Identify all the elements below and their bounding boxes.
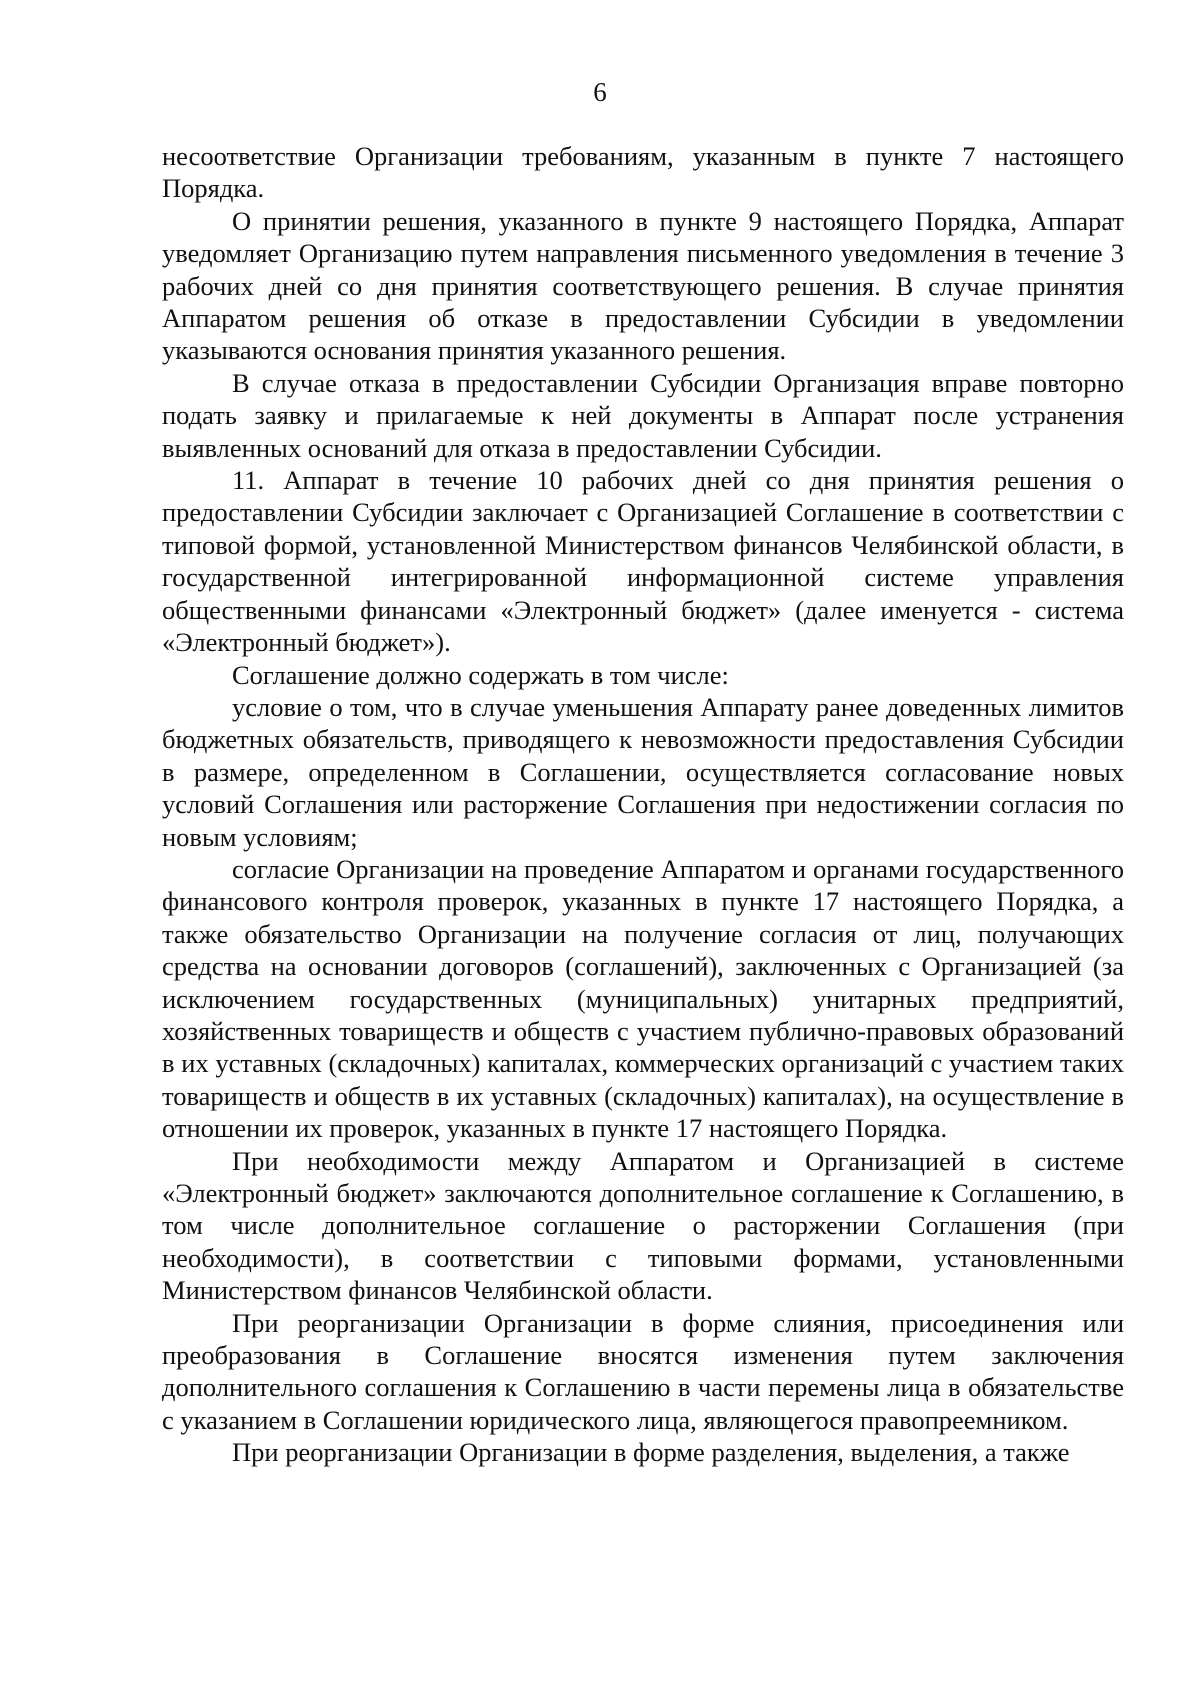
- paragraph-continuation: несоответствие Организации требованиям, указанным в пункте 7 настоящего Порядка.: [162, 141, 1124, 204]
- paragraph-consent-inspections: согласие Организации на проведение Аппаратом и органами государственного финансового контроля проверок, указанных в пункте 17 настоящего Порядка, а также обязательство Организации на получение согласия от лиц, получающих средства на основании договоров (соглашений), заключенных с Организацией (за исключением государственных (муниципальных) унитарных предприятий, хозяйственных товариществ и обществ с участием публично-правовых образований в их уставных (складочных) капиталах, коммерческих организаций с участием таких товариществ и обществ в их уставных (складочных) капиталах), на осуществление в отношении их проверок, указанных в пункте 17 настоящего Порядка.: [162, 853, 1124, 1144]
- paragraph-item-11: 11. Аппарат в течение 10 рабочих дней со дня принятия решения о предоставлении Субсидии заключает с Организацией Соглашение в соответствии с типовой формой, установленной Министерством финансов Челябинской области, в государственной интегрированной информационной системе управления общественными финансами «Электронный бюджет» (далее именуется - система «Электронный бюджет»).: [162, 465, 1124, 658]
- document-body: [162, 140, 1124, 1469]
- paragraph-refusal-reapply: В случае отказа в предоставлении Субсидии Организация вправе повторно подать заявку и прилагаемые к ней документы в Аппарат после устранения выявленных оснований для отказа в предоставлении Субсидии.: [162, 367, 1124, 463]
- page-number: 6: [593, 77, 607, 107]
- paragraph-reorganization-merger: При реорганизации Организации в форме слияния, присоединения или преобразования в Соглашение вносятся изменения путем заключения дополнительного соглашения к Соглашению в части перемены лица в обязательстве с указанием в Соглашении юридического лица, являющегося правопреемником.: [162, 1307, 1124, 1435]
- paragraph-notification: О принятии решения, указанного в пункте 9 настоящего Порядка, Аппарат уведомляет Организацию путем направления письменного уведомления в течение 3 рабочих дней со дня принятия соответствующего решения. В случае принятия Аппаратом решения об отказе в предоставлении Субсидии в уведомлении указываются основания принятия указанного решения.: [162, 205, 1124, 366]
- paragraph-condition-limits: условие о том, что в случае уменьшения Аппарату ранее доведенных лимитов бюджетных обязательств, приводящего к невозможности предоставления Субсидии в размере, определенном в Соглашении, осуществляется согласование новых условий Соглашения или расторжение Соглашения при недостижении согласия по новым условиям;: [162, 691, 1124, 852]
- paragraph-additional-agreement: При необходимости между Аппаратом и Организацией в системе «Электронный бюджет» заключаются дополнительное соглашение к Соглашению, в том числе дополнительное соглашение о расторжении Соглашения (при необходимости), в соответствии с типовыми формами, установленными Министерством финансов Челябинской области.: [162, 1145, 1124, 1306]
- paragraph-reorganization-division: При реорганизации Организации в форме разделения, выделения, а также: [232, 1437, 1070, 1468]
- paragraph-agreement-contents: Соглашение должно содержать в том числе:: [232, 659, 729, 690]
